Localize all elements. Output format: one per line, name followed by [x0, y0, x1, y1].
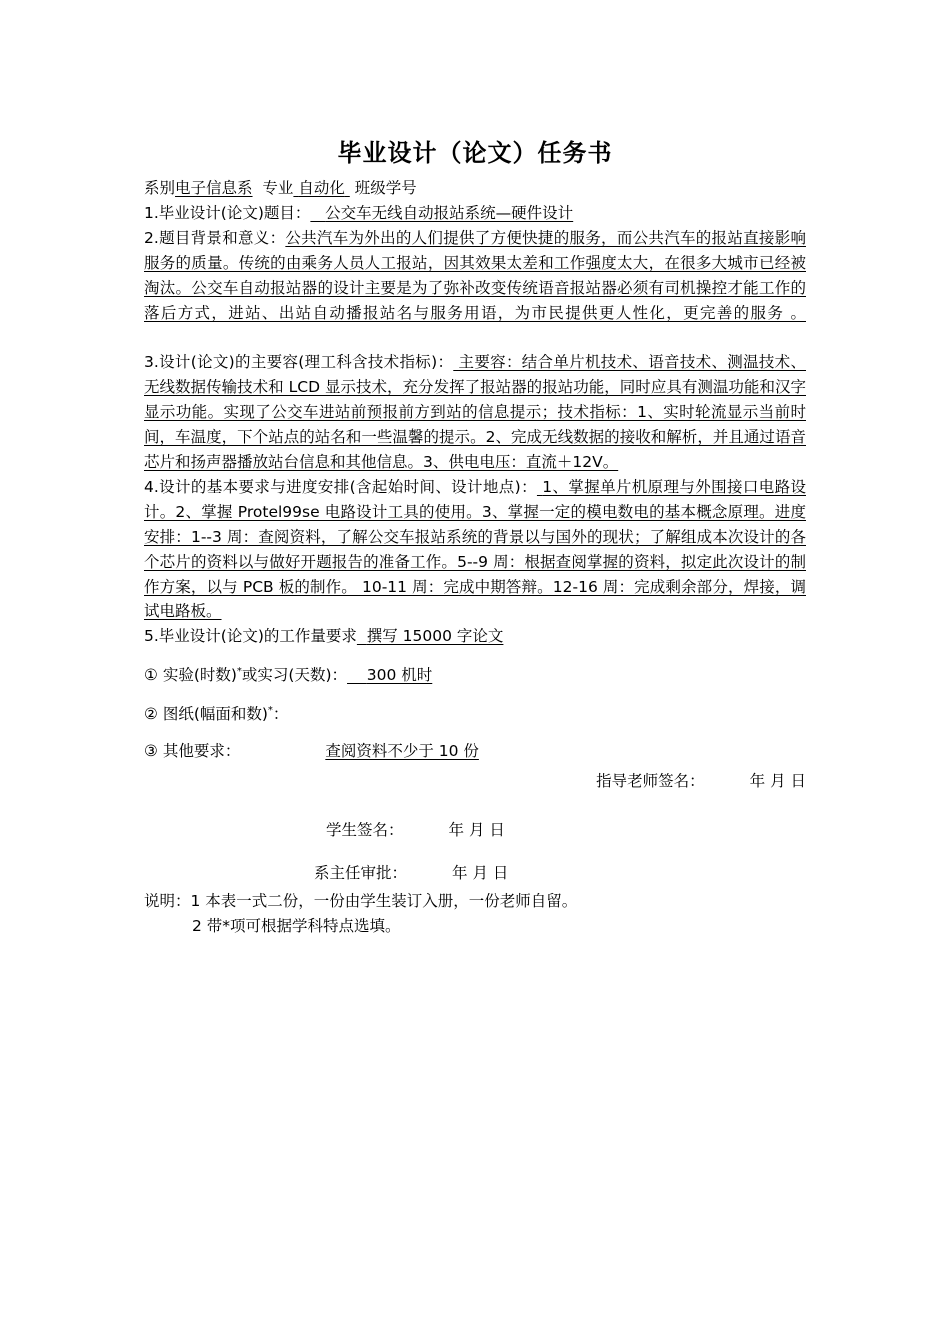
head-approval-label: 系主任审批： [314, 863, 408, 882]
requirements-text: 1、掌握单片机原理与外围接口电路设计。2、掌握 Protel99se 电路设计工具的使用。3、掌握一定的模电数电的基本概念原理。进度安排：1--3 周：查阅资料，了解公交车报站系统的背景以与国外的现状；了解组成本次设计的各个芯片的资料以与做好开题报告的准备工作。5--9 周：根据查阅掌握的资料，拟定此次设计的制作方案，以与 PCB 板的制作。 10-11 周：完成中期答辩。12-16 周：完成剩余部分，焊接，调试电路板。 [144, 477, 806, 621]
background-text: 公共汽车为外出的人们提供了方便快捷的服务，而公共汽车的报站直接影响服务的质量。传统的由乘务人员人工报站，因其效果太差和工作强度太大，在很多大城市已经被淘汰。公交车自动报站器的设计主要是为了弥补改变传统语音报站器必须有司机操控才能工作的落后方式，进站、出站自动播报站名与服务用语，为市民提供更人性化，更完善的服务 。 [144, 228, 806, 322]
experiment-label: ① 实验(时数) [144, 666, 237, 685]
teacher-date: 年 月 日 [749, 771, 806, 790]
student-signature-label: 学生签名： [326, 820, 404, 839]
dept-value: 电子信息系 [175, 179, 253, 197]
student-signature [144, 818, 806, 843]
experiment-value: 300 机时 [366, 666, 433, 685]
workload-value: 撰写 15000 字论文 [366, 627, 504, 646]
head-approval [144, 861, 806, 886]
requirements-label: 4.设计的基本要求与进度安排(含起始时间、设计地点)： [144, 477, 537, 496]
content-text: 主要容：结合单片机技术、语音技术、测温技术、无线数据传输技术和 LCD 显示技术，充分发挥了报站器的报站功能，同时应具有测温功能和汉字显示功能。实现了公交车进站前预报前方到站的信息提示；技术指标：1、实时轮流显示当前时间，车温度，下个站点的站名和一些温馨的提示。2、完成无线数据的接收和解析，并且通过语音芯片和扬声器播放站台信息和其他信息。3、供电电压：直流＋12V。 [144, 353, 806, 471]
drawings-label: ② 图纸(幅面和数) [144, 705, 268, 724]
class-label: 班级学号 [354, 179, 417, 197]
teacher-signature-label: 指导老师签名： [596, 771, 705, 790]
experiment-row [144, 663, 806, 688]
form-body [144, 176, 806, 938]
required-star: * [236, 666, 242, 678]
topic-row [144, 201, 806, 226]
topic-value: 公交车无线自动报站系统—硬件设计 [325, 203, 574, 222]
required-star: * [267, 704, 273, 716]
document-title: 毕业设计（论文）任务书 [337, 139, 613, 167]
background-section [144, 226, 806, 351]
teacher-signature [144, 769, 806, 794]
student-date: 年 月 日 [448, 820, 505, 839]
content-label: 3.设计(论文)的主要容(理工科含技术指标)： [144, 353, 454, 372]
topic-label: 1.毕业设计(论文)题目： [144, 203, 311, 222]
major-label: 专业 [262, 179, 294, 197]
requirements-section [144, 475, 806, 624]
dept-label: 系别 [144, 179, 176, 197]
other-label: ③ 其他要求： [144, 742, 241, 761]
major-value: 自动化 [298, 179, 345, 197]
note-line-2: 2 带*项可根据学科特点选填。 [192, 916, 401, 935]
background-label: 2.题目背景和意义： [144, 228, 286, 247]
other-row [144, 739, 806, 764]
drawings-row: ② 图纸(幅面和数)*： [144, 704, 289, 724]
workload-label: 5.毕业设计(论文)的工作量要求 [144, 627, 357, 646]
head-date: 年 月 日 [452, 863, 509, 882]
content-section [144, 350, 806, 475]
header-row [144, 176, 806, 201]
workload-row [144, 624, 806, 649]
practice-label: 或实习(天数)： [241, 666, 348, 685]
note-line-1: 说明：1 本表一式二份，一份由学生装订入册，一份老师自留。 [144, 891, 578, 910]
other-value: 查阅资料不少于 10 份 [325, 742, 479, 761]
